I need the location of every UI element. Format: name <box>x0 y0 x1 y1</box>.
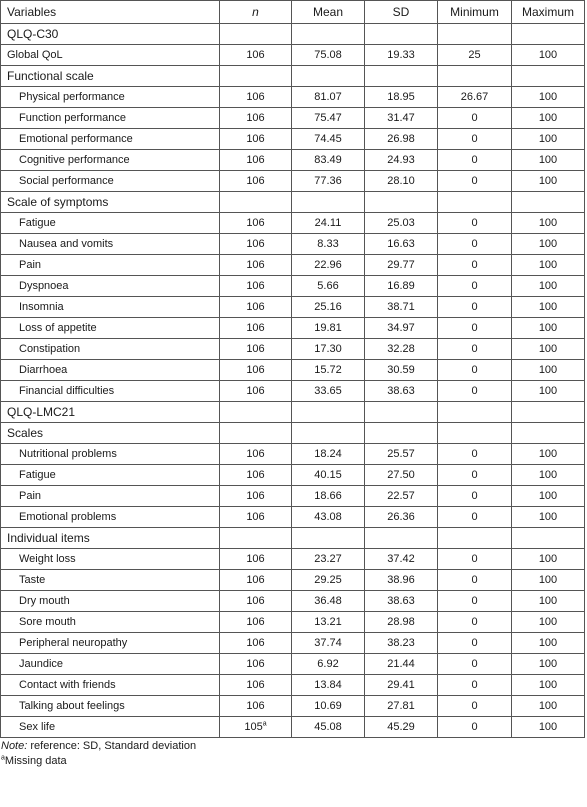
n-cell <box>220 633 292 654</box>
sd-cell: 16.89 <box>365 276 438 297</box>
n-cell <box>220 87 292 108</box>
minimum-cell: 0 <box>438 696 512 717</box>
minimum-cell: 0 <box>438 612 512 633</box>
mean-cell: 5.66 <box>292 276 365 297</box>
header-sd: SD <box>365 1 438 24</box>
maximum-cell: 100 <box>512 108 585 129</box>
maximum-cell: 100 <box>512 213 585 234</box>
empty-cell <box>220 423 292 444</box>
empty-cell <box>512 66 585 87</box>
footnote-marker: a <box>1 754 5 762</box>
sd-cell: 24.93 <box>365 150 438 171</box>
minimum-cell: 0 <box>438 276 512 297</box>
minimum-cell: 0 <box>438 318 512 339</box>
sd-cell: 18.95 <box>365 87 438 108</box>
table-row <box>1 150 585 171</box>
table-row <box>1 171 585 192</box>
maximum-cell: 100 <box>512 360 585 381</box>
table-row <box>1 633 585 654</box>
empty-cell <box>365 66 438 87</box>
table-row <box>1 87 585 108</box>
empty-cell <box>512 402 585 423</box>
table-row <box>1 591 585 612</box>
sd-cell: 31.47 <box>365 108 438 129</box>
n-value: 106 <box>246 91 265 103</box>
empty-cell <box>365 423 438 444</box>
maximum-cell: 100 <box>512 45 585 66</box>
table-row <box>1 129 585 150</box>
variable-label: Jaundice <box>1 654 220 675</box>
n-cell <box>220 465 292 486</box>
n-cell <box>220 654 292 675</box>
n-cell <box>220 591 292 612</box>
mean-cell: 75.47 <box>292 108 365 129</box>
mean-cell: 74.45 <box>292 129 365 150</box>
n-cell <box>220 381 292 402</box>
header-row <box>1 1 585 24</box>
n-cell <box>220 318 292 339</box>
n-value: 106 <box>246 343 265 355</box>
variable-label: Talking about feelings <box>1 696 220 717</box>
n-value: 105 <box>244 721 263 733</box>
n-cell <box>220 108 292 129</box>
mean-cell: 37.74 <box>292 633 365 654</box>
section-row <box>1 402 585 423</box>
n-value: 106 <box>246 217 265 229</box>
mean-cell: 10.69 <box>292 696 365 717</box>
sd-cell: 27.50 <box>365 465 438 486</box>
n-cell <box>220 675 292 696</box>
maximum-cell: 100 <box>512 696 585 717</box>
section-row <box>1 423 585 444</box>
sd-cell: 28.98 <box>365 612 438 633</box>
table-row <box>1 45 585 66</box>
n-value: 106 <box>246 259 265 271</box>
sd-cell: 38.63 <box>365 381 438 402</box>
mean-cell: 18.66 <box>292 486 365 507</box>
minimum-cell: 0 <box>438 234 512 255</box>
table-row <box>1 654 585 675</box>
section-label: Individual items <box>1 528 220 549</box>
mean-cell: 24.11 <box>292 213 365 234</box>
minimum-cell: 0 <box>438 444 512 465</box>
empty-cell <box>512 192 585 213</box>
n-value: 106 <box>246 448 265 460</box>
empty-cell <box>292 423 365 444</box>
table-row <box>1 570 585 591</box>
minimum-cell: 0 <box>438 150 512 171</box>
n-cell <box>220 234 292 255</box>
n-value: 106 <box>246 490 265 502</box>
empty-cell <box>512 24 585 45</box>
n-cell <box>220 129 292 150</box>
sd-cell: 19.33 <box>365 45 438 66</box>
variable-label: Pain <box>1 486 220 507</box>
maximum-cell: 100 <box>512 171 585 192</box>
n-value: 106 <box>246 112 265 124</box>
table-row <box>1 675 585 696</box>
mean-cell: 83.49 <box>292 150 365 171</box>
minimum-cell: 25 <box>438 45 512 66</box>
table-row <box>1 444 585 465</box>
variable-label: Social performance <box>1 171 220 192</box>
n-value: 106 <box>246 175 265 187</box>
sd-cell: 32.28 <box>365 339 438 360</box>
mean-cell: 81.07 <box>292 87 365 108</box>
sd-cell: 26.98 <box>365 129 438 150</box>
variable-label: Insomnia <box>1 297 220 318</box>
sd-cell: 30.59 <box>365 360 438 381</box>
empty-cell <box>438 402 512 423</box>
maximum-cell: 100 <box>512 549 585 570</box>
n-cell <box>220 339 292 360</box>
maximum-cell: 100 <box>512 276 585 297</box>
n-cell <box>220 444 292 465</box>
section-row <box>1 528 585 549</box>
variable-label: Sex life <box>1 717 220 738</box>
variable-label: Diarrhoea <box>1 360 220 381</box>
n-value: 106 <box>246 511 265 523</box>
n-cell <box>220 549 292 570</box>
mean-cell: 29.25 <box>292 570 365 591</box>
maximum-cell: 100 <box>512 507 585 528</box>
minimum-cell: 0 <box>438 591 512 612</box>
n-cell <box>220 297 292 318</box>
maximum-cell: 100 <box>512 381 585 402</box>
empty-cell <box>438 192 512 213</box>
n-value: 106 <box>246 658 265 670</box>
n-value: 106 <box>246 133 265 145</box>
table-body <box>1 24 585 738</box>
minimum-cell: 0 <box>438 108 512 129</box>
header-maximum: Maximum <box>512 1 585 24</box>
n-value: 106 <box>246 385 265 397</box>
n-cell <box>220 255 292 276</box>
header-variables: Variables <box>1 1 220 24</box>
section-row <box>1 192 585 213</box>
sd-cell: 45.29 <box>365 717 438 738</box>
sd-cell: 38.96 <box>365 570 438 591</box>
minimum-cell: 0 <box>438 339 512 360</box>
n-cell <box>220 360 292 381</box>
mean-cell: 6.92 <box>292 654 365 675</box>
variable-label: Taste <box>1 570 220 591</box>
mean-cell: 22.96 <box>292 255 365 276</box>
maximum-cell: 100 <box>512 570 585 591</box>
maximum-cell: 100 <box>512 129 585 150</box>
maximum-cell: 100 <box>512 150 585 171</box>
minimum-cell: 0 <box>438 213 512 234</box>
mean-cell: 40.15 <box>292 465 365 486</box>
n-cell <box>220 171 292 192</box>
mean-cell: 15.72 <box>292 360 365 381</box>
minimum-cell: 0 <box>438 549 512 570</box>
minimum-cell: 0 <box>438 570 512 591</box>
variable-label: Peripheral neuropathy <box>1 633 220 654</box>
table-row <box>1 318 585 339</box>
table-row <box>1 255 585 276</box>
minimum-cell: 0 <box>438 654 512 675</box>
table-row <box>1 507 585 528</box>
table-row <box>1 612 585 633</box>
empty-cell <box>365 24 438 45</box>
n-value: 106 <box>246 280 265 292</box>
sd-cell: 34.97 <box>365 318 438 339</box>
maximum-cell: 100 <box>512 339 585 360</box>
maximum-cell: 100 <box>512 444 585 465</box>
variable-label: Physical performance <box>1 87 220 108</box>
variable-label: Constipation <box>1 339 220 360</box>
n-value: 106 <box>246 301 265 313</box>
minimum-cell: 0 <box>438 486 512 507</box>
sd-cell: 25.03 <box>365 213 438 234</box>
empty-cell <box>512 528 585 549</box>
n-value: 106 <box>246 679 265 691</box>
n-value: 106 <box>246 700 265 712</box>
empty-cell <box>292 402 365 423</box>
empty-cell <box>220 24 292 45</box>
variable-label: Global QoL <box>1 45 220 66</box>
maximum-cell: 100 <box>512 486 585 507</box>
table-notes <box>0 739 587 769</box>
minimum-cell: 0 <box>438 675 512 696</box>
header-n: n <box>220 1 292 24</box>
sd-cell: 38.71 <box>365 297 438 318</box>
mean-cell: 23.27 <box>292 549 365 570</box>
sd-cell: 28.10 <box>365 171 438 192</box>
n-value: 106 <box>246 322 265 334</box>
variable-label: Nausea and vomits <box>1 234 220 255</box>
maximum-cell: 100 <box>512 318 585 339</box>
n-value: 106 <box>246 49 265 61</box>
variable-label: Fatigue <box>1 465 220 486</box>
empty-cell <box>438 528 512 549</box>
variable-label: Financial difficulties <box>1 381 220 402</box>
section-label: Scales <box>1 423 220 444</box>
table-row <box>1 213 585 234</box>
n-cell <box>220 213 292 234</box>
maximum-cell: 100 <box>512 87 585 108</box>
table-row <box>1 234 585 255</box>
mean-cell: 75.08 <box>292 45 365 66</box>
sd-cell: 38.23 <box>365 633 438 654</box>
mean-cell: 17.30 <box>292 339 365 360</box>
footnote-line <box>1 754 587 769</box>
note-label: Note: <box>1 740 28 752</box>
minimum-cell: 0 <box>438 717 512 738</box>
maximum-cell: 100 <box>512 717 585 738</box>
n-value: 106 <box>246 616 265 628</box>
empty-cell <box>438 423 512 444</box>
n-value: 106 <box>246 637 265 649</box>
table-row <box>1 360 585 381</box>
n-value: 106 <box>246 469 265 481</box>
empty-cell <box>220 66 292 87</box>
variable-label: Fatigue <box>1 213 220 234</box>
mean-cell: 45.08 <box>292 717 365 738</box>
n-cell <box>220 570 292 591</box>
n-value: 106 <box>246 595 265 607</box>
mean-cell: 36.48 <box>292 591 365 612</box>
table-row <box>1 696 585 717</box>
n-value: 106 <box>246 553 265 565</box>
mean-cell: 77.36 <box>292 171 365 192</box>
maximum-cell: 100 <box>512 591 585 612</box>
variable-label: Emotional problems <box>1 507 220 528</box>
table-row <box>1 276 585 297</box>
empty-cell <box>292 192 365 213</box>
empty-cell <box>220 192 292 213</box>
minimum-cell: 0 <box>438 381 512 402</box>
section-row <box>1 24 585 45</box>
n-cell <box>220 612 292 633</box>
minimum-cell: 0 <box>438 507 512 528</box>
footnote-text: Missing data <box>4 755 67 767</box>
n-cell <box>220 696 292 717</box>
section-label: Functional scale <box>1 66 220 87</box>
mean-cell: 33.65 <box>292 381 365 402</box>
variable-label: Loss of appetite <box>1 318 220 339</box>
section-label: QLQ-LMC21 <box>1 402 220 423</box>
empty-cell <box>220 528 292 549</box>
empty-cell <box>438 66 512 87</box>
n-value: 106 <box>246 154 265 166</box>
variable-label: Emotional performance <box>1 129 220 150</box>
mean-cell: 25.16 <box>292 297 365 318</box>
table-row <box>1 339 585 360</box>
variable-label: Nutritional problems <box>1 444 220 465</box>
minimum-cell: 0 <box>438 633 512 654</box>
table-row <box>1 381 585 402</box>
maximum-cell: 100 <box>512 675 585 696</box>
n-cell <box>220 486 292 507</box>
minimum-cell: 26.67 <box>438 87 512 108</box>
table-row <box>1 549 585 570</box>
maximum-cell: 100 <box>512 612 585 633</box>
maximum-cell: 100 <box>512 465 585 486</box>
empty-cell <box>512 423 585 444</box>
table-row <box>1 108 585 129</box>
header-minimum: Minimum <box>438 1 512 24</box>
variable-label: Dyspnoea <box>1 276 220 297</box>
minimum-cell: 0 <box>438 360 512 381</box>
variable-label: Weight loss <box>1 549 220 570</box>
n-value: 106 <box>246 238 265 250</box>
section-label: Scale of symptoms <box>1 192 220 213</box>
n-cell <box>220 276 292 297</box>
mean-cell: 13.21 <box>292 612 365 633</box>
empty-cell <box>365 528 438 549</box>
variable-label: Function performance <box>1 108 220 129</box>
n-footnote-marker: a <box>262 720 267 728</box>
minimum-cell: 0 <box>438 171 512 192</box>
maximum-cell: 100 <box>512 633 585 654</box>
n-cell <box>220 45 292 66</box>
mean-cell: 8.33 <box>292 234 365 255</box>
sd-cell: 21.44 <box>365 654 438 675</box>
mean-cell: 19.81 <box>292 318 365 339</box>
header-mean: Mean <box>292 1 365 24</box>
sd-cell: 29.77 <box>365 255 438 276</box>
empty-cell <box>220 402 292 423</box>
empty-cell <box>365 402 438 423</box>
note-text: reference: SD, Standard deviation <box>27 740 197 752</box>
maximum-cell: 100 <box>512 654 585 675</box>
maximum-cell: 100 <box>512 255 585 276</box>
table-row <box>1 486 585 507</box>
mean-cell: 18.24 <box>292 444 365 465</box>
section-row <box>1 66 585 87</box>
minimum-cell: 0 <box>438 255 512 276</box>
table-row <box>1 297 585 318</box>
mean-cell: 13.84 <box>292 675 365 696</box>
n-cell <box>220 150 292 171</box>
sd-cell: 37.42 <box>365 549 438 570</box>
n-value: 106 <box>246 364 265 376</box>
n-cell <box>220 717 292 738</box>
n-value: 106 <box>246 574 265 586</box>
sd-cell: 22.57 <box>365 486 438 507</box>
maximum-cell: 100 <box>512 234 585 255</box>
minimum-cell: 0 <box>438 297 512 318</box>
empty-cell <box>438 24 512 45</box>
empty-cell <box>292 528 365 549</box>
sd-cell: 29.41 <box>365 675 438 696</box>
section-label: QLQ-C30 <box>1 24 220 45</box>
sd-cell: 16.63 <box>365 234 438 255</box>
table-row <box>1 717 585 738</box>
n-cell <box>220 507 292 528</box>
sd-cell: 27.81 <box>365 696 438 717</box>
sd-cell: 25.57 <box>365 444 438 465</box>
empty-cell <box>292 24 365 45</box>
variable-label: Cognitive performance <box>1 150 220 171</box>
variable-label: Sore mouth <box>1 612 220 633</box>
minimum-cell: 0 <box>438 129 512 150</box>
minimum-cell: 0 <box>438 465 512 486</box>
mean-cell: 43.08 <box>292 507 365 528</box>
empty-cell <box>292 66 365 87</box>
sd-cell: 26.36 <box>365 507 438 528</box>
sd-cell: 38.63 <box>365 591 438 612</box>
variable-label: Dry mouth <box>1 591 220 612</box>
note-line <box>1 739 587 754</box>
variable-label: Contact with friends <box>1 675 220 696</box>
table-row <box>1 465 585 486</box>
empty-cell <box>365 192 438 213</box>
variable-label: Pain <box>1 255 220 276</box>
maximum-cell: 100 <box>512 297 585 318</box>
